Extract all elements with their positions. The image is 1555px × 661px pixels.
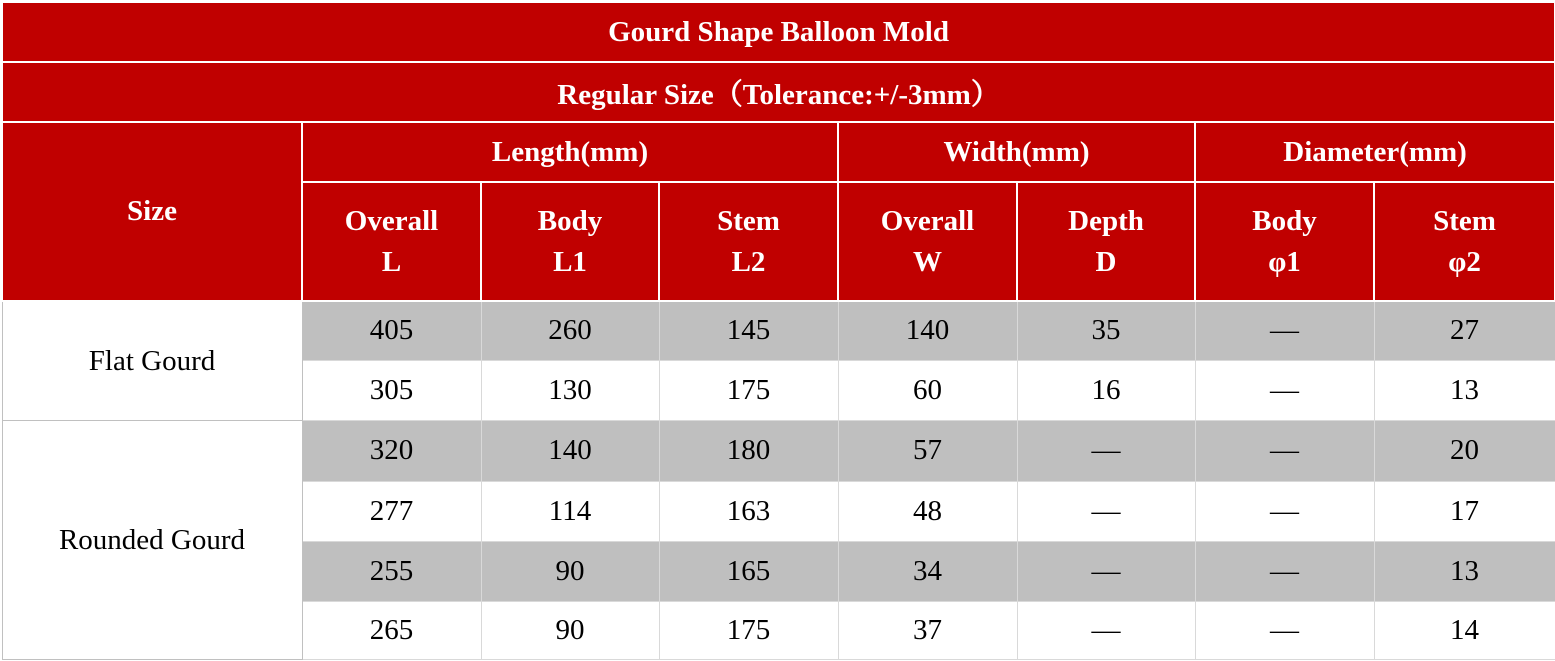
- cell-body-l1: 90: [481, 601, 659, 659]
- width-group-header: Width(mm): [838, 122, 1195, 182]
- cell-overall-l: 277: [302, 481, 481, 541]
- cell-stem-l2: 175: [659, 361, 838, 421]
- cell-body-l1: 260: [481, 301, 659, 361]
- cell-body-l1: 114: [481, 481, 659, 541]
- balloon-mold-spec-table: [1, 1, 1555, 660]
- cell-depth-d: —: [1017, 481, 1195, 541]
- cell-depth-d: 16: [1017, 361, 1195, 421]
- cell-body-phi1: —: [1195, 421, 1374, 481]
- cell-body-phi1: —: [1195, 301, 1374, 361]
- cell-overall-l: 405: [302, 301, 481, 361]
- cell-stem-l2: 165: [659, 541, 838, 601]
- col-header-body-l1: Body L1: [481, 182, 659, 300]
- cell-stem-phi2: 14: [1374, 601, 1555, 659]
- cell-overall-w: 57: [838, 421, 1017, 481]
- col-header-stem-phi2: Stem φ2: [1374, 182, 1555, 300]
- col-header-stem-l2: Stem L2: [659, 182, 838, 300]
- cell-stem-phi2: 13: [1374, 361, 1555, 421]
- cell-stem-l2: 145: [659, 301, 838, 361]
- cell-overall-w: 48: [838, 481, 1017, 541]
- cell-overall-w: 37: [838, 601, 1017, 659]
- cell-stem-phi2: 20: [1374, 421, 1555, 481]
- size-name-rounded-gourd: Rounded Gourd: [2, 421, 302, 660]
- table-subtitle: Regular Size（Tolerance:+/-3mm）: [2, 62, 1555, 122]
- cell-depth-d: 35: [1017, 301, 1195, 361]
- table-title: Gourd Shape Balloon Mold: [2, 2, 1555, 62]
- cell-stem-l2: 163: [659, 481, 838, 541]
- col-header-depth-d: Depth D: [1017, 182, 1195, 300]
- cell-overall-w: 60: [838, 361, 1017, 421]
- table-row: [2, 421, 1555, 481]
- col-header-body-phi1: Body φ1: [1195, 182, 1374, 300]
- table-row: [2, 301, 1555, 361]
- col-header-overall-w: Overall W: [838, 182, 1017, 300]
- cell-body-phi1: —: [1195, 541, 1374, 601]
- cell-stem-l2: 180: [659, 421, 838, 481]
- cell-body-l1: 140: [481, 421, 659, 481]
- cell-overall-w: 34: [838, 541, 1017, 601]
- cell-depth-d: —: [1017, 601, 1195, 659]
- cell-stem-phi2: 17: [1374, 481, 1555, 541]
- cell-stem-l2: 175: [659, 601, 838, 659]
- cell-depth-d: —: [1017, 421, 1195, 481]
- cell-body-phi1: —: [1195, 361, 1374, 421]
- cell-overall-l: 320: [302, 421, 481, 481]
- cell-stem-phi2: 13: [1374, 541, 1555, 601]
- cell-overall-w: 140: [838, 301, 1017, 361]
- cell-depth-d: —: [1017, 541, 1195, 601]
- cell-body-l1: 130: [481, 361, 659, 421]
- cell-body-phi1: —: [1195, 481, 1374, 541]
- col-header-overall-l: Overall L: [302, 182, 481, 300]
- size-header: Size: [2, 122, 302, 300]
- cell-stem-phi2: 27: [1374, 301, 1555, 361]
- cell-body-l1: 90: [481, 541, 659, 601]
- diameter-group-header: Diameter(mm): [1195, 122, 1555, 182]
- length-group-header: Length(mm): [302, 122, 838, 182]
- cell-overall-l: 255: [302, 541, 481, 601]
- cell-overall-l: 265: [302, 601, 481, 659]
- cell-body-phi1: —: [1195, 601, 1374, 659]
- size-name-flat-gourd: Flat Gourd: [2, 301, 302, 421]
- cell-overall-l: 305: [302, 361, 481, 421]
